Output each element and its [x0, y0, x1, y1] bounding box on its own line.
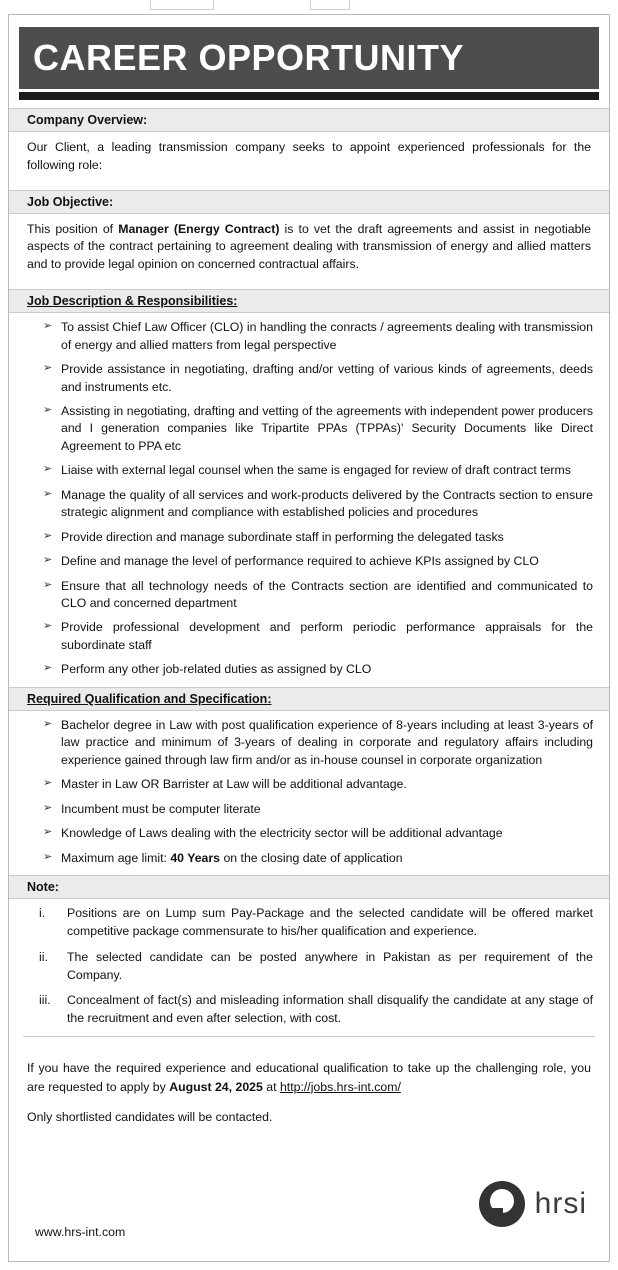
website-url: www.hrs-int.com: [35, 1225, 126, 1239]
bullet-arrow-icon: ➢: [43, 320, 53, 333]
job-description-heading-text: Job Description & Responsibilities:: [27, 294, 238, 309]
list-item-text: Assisting in negotiating, drafting and vetting of the agreements with independent power producers and I generation companies like Tripartite PPAs (TPPAs)' Security Documents like Direct Agreement to PPA etc: [61, 403, 593, 453]
list-item: [43, 619, 593, 654]
job-objective-text-after: is to vet the draft agreements and assist in negotiable aspects of the contract pertaining to agreement dealing with transmission of energy and allied matters and to provide legal opinion on concerned contractual affairs.: [27, 221, 591, 272]
bullet-arrow-icon: ➢: [43, 620, 53, 633]
bullet-arrow-icon: ➢: [43, 554, 53, 567]
list-item-text: Provide direction and manage subordinate staff in performing the delegated tasks: [61, 529, 504, 544]
list-item-age-limit: [43, 850, 593, 867]
age-limit-value: 40 Years: [170, 850, 221, 865]
list-item-text: Define and manage the level of performance required to achieve KPIs assigned by CLO: [61, 554, 539, 569]
banner-title: CAREER OPPORTUNITY: [33, 37, 465, 78]
age-limit-suffix: on the closing date of application: [220, 850, 403, 865]
list-item: [43, 776, 593, 793]
bullet-arrow-icon: ➢: [43, 801, 53, 814]
job-objective-role: Manager (Energy Contract): [118, 221, 280, 236]
list-item: [43, 403, 593, 455]
bullet-arrow-icon: ➢: [43, 662, 53, 675]
note-numeral: ii.: [39, 949, 48, 964]
logo-wordmark: hrsi: [534, 1187, 587, 1220]
bullet-arrow-icon: ➢: [43, 578, 53, 591]
footer-block: [9, 1037, 609, 1127]
job-description-list: [9, 319, 609, 679]
list-item-text: Master in Law OR Barrister at Law will be additional advantage.: [61, 777, 407, 792]
list-item: [39, 949, 593, 985]
section-heading-job-description: [9, 289, 609, 313]
job-objective-text-before: This position of: [27, 221, 119, 236]
shortlist-note: Only shortlisted candidates will be contacted.: [27, 1110, 273, 1125]
apply-deadline: August 24, 2025: [169, 1079, 263, 1094]
qualification-heading-text: Required Qualification and Specification:: [27, 691, 272, 706]
list-item-text: Knowledge of Laws dealing with the electricity sector will be additional advantage: [61, 826, 503, 841]
list-item: [43, 717, 593, 769]
list-item: [43, 825, 593, 842]
bullet-arrow-icon: ➢: [43, 463, 53, 476]
job-objective-body: [9, 214, 609, 281]
list-item: [43, 661, 593, 678]
list-item: [43, 462, 593, 479]
list-item: [39, 992, 593, 1028]
list-item-text: Incumbent must be computer literate: [61, 801, 261, 816]
company-overview-body: [9, 132, 609, 182]
list-item: [43, 361, 593, 396]
list-item: [39, 905, 593, 941]
bullet-arrow-icon: ➢: [43, 777, 53, 790]
section-heading-job-objective: [9, 190, 609, 214]
note-text: Positions are on Lump sum Pay-Package and the selected candidate will be offered market competitive package commensurate to his/her qualification and experience.: [67, 906, 593, 938]
age-limit-label: Maximum age limit:: [61, 850, 171, 865]
banner-underline-bar: [19, 92, 599, 100]
career-opportunity-banner: [19, 27, 599, 89]
list-item-text: To assist Chief Law Officer (CLO) in handling the conracts / agreements dealing with transmission of energy and allied matters from legal perspective: [61, 320, 593, 352]
list-item-text: Provide professional development and perform periodic performance appraisals for the subordinate staff: [61, 620, 593, 652]
list-item-text: Liaise with external legal counsel when the same is engaged for review of draft contract terms: [61, 463, 571, 478]
job-objective-text: [27, 221, 591, 274]
bullet-arrow-icon: ➢: [43, 826, 53, 839]
company-overview-heading-text: Company Overview:: [27, 113, 148, 127]
list-item-text: Manage the quality of all services and work-products delivered by the Contracts section to ensure strategic alignment and compliance with established policies and procedures: [61, 487, 593, 520]
apply-link[interactable]: http://jobs.hrs-int.com/: [279, 1079, 401, 1094]
note-numeral: i.: [39, 906, 46, 921]
bullet-arrow-icon: ➢: [43, 717, 53, 730]
note-text: Concealment of fact(s) and misleading information shall disqualify the candidate at any stage of the recruitment and even after selection, with cost.: [67, 993, 593, 1026]
list-item: [43, 529, 593, 546]
list-item-text: Provide assistance in negotiating, drafting and/or vetting of various kinds of agreements, deeds and instruments etc.: [61, 362, 593, 394]
list-item-text: Perform any other job-related duties as assigned by CLO: [61, 662, 372, 677]
bullet-arrow-icon: ➢: [43, 487, 53, 500]
note-text: The selected candidate can be posted anywhere in Pakistan as per requirement of the Company.: [67, 949, 593, 982]
bullet-arrow-icon: ➢: [43, 850, 53, 863]
qualification-list: [9, 717, 609, 867]
list-item: [43, 487, 593, 522]
company-logo: [479, 1181, 587, 1227]
hrsi-logo-icon: [479, 1181, 525, 1227]
bullet-arrow-icon: ➢: [43, 362, 53, 375]
list-item: [43, 319, 593, 354]
job-objective-heading-text: Job Objective:: [27, 194, 114, 209]
list-item-text: Bachelor degree in Law with post qualification experience of 8-years including at least 3-years of law practice and minimum of 3-years of dealing in corporate and regulatory affairs including experience gained through law firm and/or as in-house counsel in corporate organization: [61, 717, 593, 767]
company-overview-text: Our Client, a leading transmission company seeks to appoint experienced professionals for the following role:: [27, 140, 591, 172]
apply-text-before: If you have the required experience and educational qualification to take up the challenging role, you are requested to apply by: [27, 1061, 591, 1094]
list-item-text: Ensure that all technology needs of the Contracts section are identified and communicated to CLO and concerned department: [61, 578, 593, 611]
apply-instructions: [27, 1059, 591, 1096]
note-list: [9, 905, 609, 1028]
note-heading-text: Note:: [27, 880, 59, 895]
section-heading-note: [9, 875, 609, 899]
page-edge-left: [150, 0, 214, 10]
section-heading-company-overview: [9, 108, 609, 132]
list-item: [43, 801, 593, 818]
page-edge-right: [310, 0, 350, 10]
list-item: [43, 553, 593, 570]
bullet-arrow-icon: ➢: [43, 403, 53, 416]
bullet-arrow-icon: ➢: [43, 529, 53, 542]
list-item: [43, 578, 593, 613]
adjacent-page-edges: [0, 0, 618, 14]
advertisement-page: [8, 14, 610, 1262]
apply-text-mid: at: [262, 1079, 280, 1094]
section-heading-qualification: [9, 687, 609, 711]
note-numeral: iii.: [39, 993, 51, 1008]
